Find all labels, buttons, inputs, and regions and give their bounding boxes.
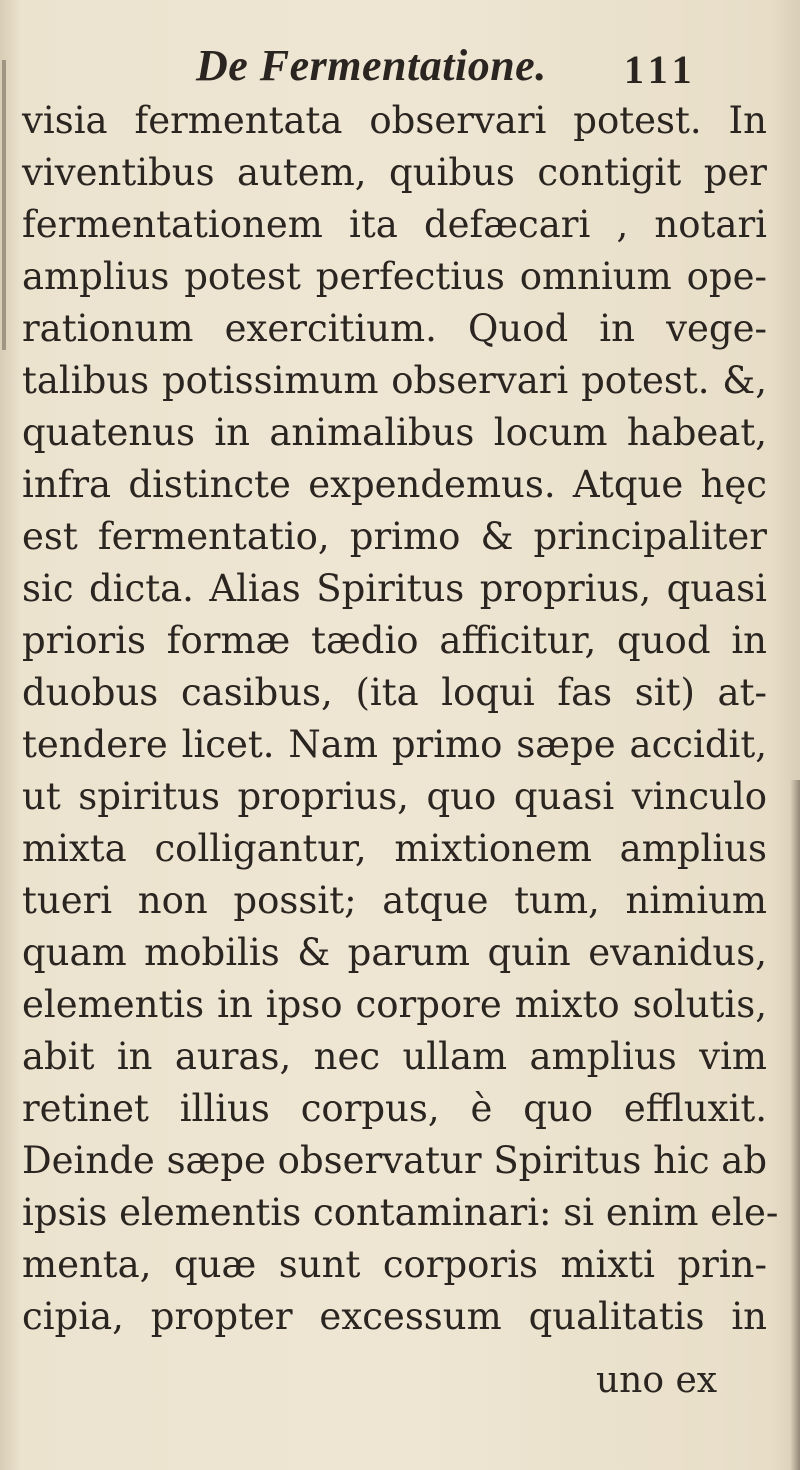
text-line: sic dicta. Alias Spiritus proprius, quasi xyxy=(22,567,767,610)
text-line: prioris formæ tædio afficitur, quod in xyxy=(22,619,767,662)
text-line: ut spiritus proprius, quo quasi vinculo xyxy=(22,775,767,818)
gutter-shadow xyxy=(2,60,6,350)
text-line: tendere licet. Nam primo sæpe accidit, xyxy=(22,723,767,766)
page-header xyxy=(0,40,800,100)
text-line: tueri non possit; atque tum, nimium xyxy=(22,879,767,922)
text-line: quam mobilis & parum quin evanidus, xyxy=(22,931,767,974)
page-number: 111 xyxy=(624,47,698,92)
text-line: amplius potest perfectius omnium ope- xyxy=(22,255,767,298)
text-line: visia fermentata observari potest. In xyxy=(22,99,767,142)
text-line: Deinde sæpe observatur Spiritus hic ab xyxy=(22,1139,768,1182)
text-line: duobus casibus, (ita loqui fas sit) at- xyxy=(22,671,767,714)
text-line: talibus potissimum observari potest. &, xyxy=(22,359,767,402)
text-line: retinet illius corpus, è quo effluxit. xyxy=(22,1087,767,1130)
text-line: cipia, propter excessum qualitatis in xyxy=(22,1295,767,1338)
catchword: uno ex xyxy=(596,1360,718,1401)
text-line: mixta colligantur, mixtionem amplius xyxy=(22,827,767,870)
text-line: viventibus autem, quibus contigit per xyxy=(22,151,767,194)
text-line: fermentationem ita defæcari , notari xyxy=(22,203,767,246)
running-title: De Fermentatione. xyxy=(196,41,547,90)
text-line: elementis in ipso corpore mixto solutis, xyxy=(22,983,767,1026)
text-line: infra distincte expendemus. Atque hęc xyxy=(22,463,767,506)
text-line: abit in auras, nec ullam amplius vim xyxy=(22,1035,767,1078)
text-line: rationum exercitium. Quod in vege- xyxy=(22,307,767,350)
text-line: quatenus in animalibus locum habeat, xyxy=(22,411,767,454)
text-line: menta, quæ sunt corporis mixti prin- xyxy=(22,1243,767,1286)
page-edge-shadow xyxy=(790,780,800,1470)
text-line: est fermentatio, primo & principaliter xyxy=(22,515,767,558)
text-line: ipsis elementis contaminari: si enim ele- xyxy=(22,1191,779,1234)
